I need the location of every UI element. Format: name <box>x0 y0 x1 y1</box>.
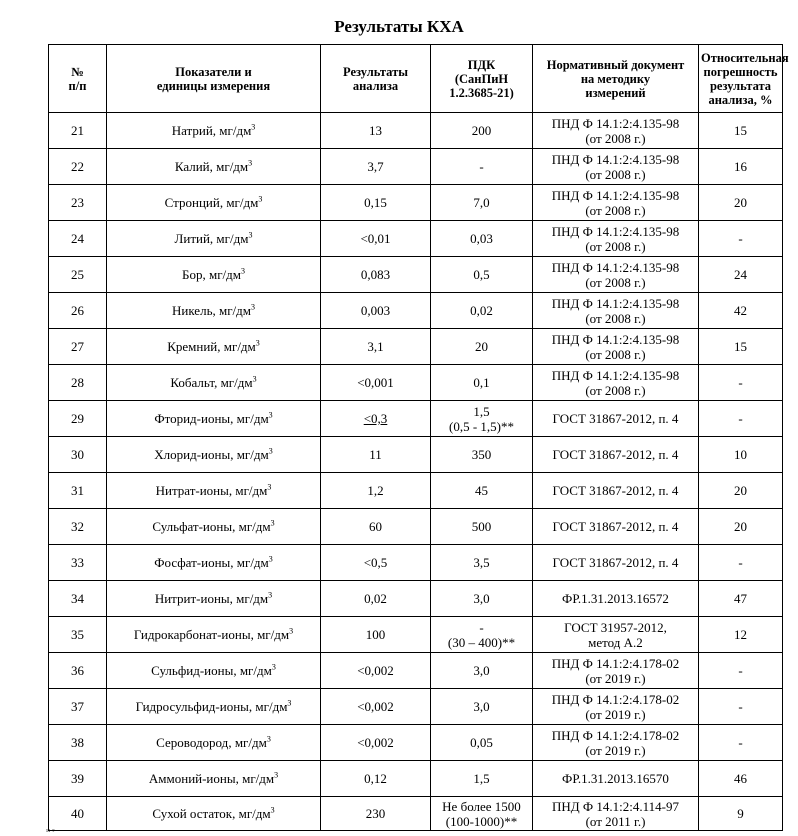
unit-power: 3 <box>252 374 257 384</box>
indicator-name: Гидросульфид-ионы <box>135 699 249 714</box>
indicator-name: Аммоний-ионы <box>148 771 236 786</box>
table-row <box>49 329 783 365</box>
error-value: 20 <box>699 473 783 509</box>
indicator-cell: Сухой остаток, $мг/дм^3$ <box>107 797 321 831</box>
indicator-cell: Фосфат-ионы, $мг/дм^3$ <box>107 545 321 581</box>
error-value: - <box>699 221 783 257</box>
unit-power: 3 <box>270 805 275 815</box>
unit-label: мг/дм <box>239 663 272 678</box>
row-number: 36 <box>49 653 107 689</box>
indicator-cell: Гидросульфид-ионы, $мг/дм^3$ <box>107 689 321 725</box>
indicator-cell: Нитрит-ионы, $мг/дм^3$ <box>107 581 321 617</box>
indicator-name: Сероводород <box>156 735 229 750</box>
header-indicator: Показатели и единицы измерения <box>107 45 321 113</box>
row-number: 26 <box>49 293 107 329</box>
error-value: - <box>699 725 783 761</box>
pdk-value: Не более 1500 (100-1000)** <box>431 797 533 831</box>
indicator-name: Натрий <box>171 123 213 138</box>
result-value: 100 <box>321 617 431 653</box>
pdk-value: 3,5 <box>431 545 533 581</box>
pdk-value: 0,5 <box>431 257 533 293</box>
unit-power: 3 <box>271 662 276 672</box>
result-value: 1,2 <box>321 473 431 509</box>
method-document: ПНД Ф 14.1:2:4.135-98 (от 2008 г.) <box>533 293 699 329</box>
unit-label: мг/дм <box>220 375 253 390</box>
table-row <box>49 185 783 221</box>
row-number: 33 <box>49 545 107 581</box>
header-doc: Нормативный документ на методику измерений <box>533 45 699 113</box>
unit-power: 3 <box>251 122 256 132</box>
row-number: 37 <box>49 689 107 725</box>
error-value: - <box>699 365 783 401</box>
error-value: - <box>699 653 783 689</box>
error-value: - <box>699 545 783 581</box>
pdk-value: 3,0 <box>431 689 533 725</box>
table-row <box>49 797 783 831</box>
error-value: 12 <box>699 617 783 653</box>
page-cut-text: ¹¹ ° <box>46 828 55 836</box>
unit-label: мг/дм <box>235 483 268 498</box>
indicator-name: Фторид-ионы <box>154 411 231 426</box>
result-value: 60 <box>321 509 431 545</box>
table-row <box>49 293 783 329</box>
unit-power: 3 <box>267 482 272 492</box>
result-value: <0,01 <box>321 221 431 257</box>
unit-power: 3 <box>240 266 245 276</box>
table-row <box>49 653 783 689</box>
pdk-value: 45 <box>431 473 533 509</box>
indicator-cell: Стронций, $мг/дм^3$ <box>107 185 321 221</box>
method-document: ПНД Ф 14.1:2:4.135-98 (от 2008 г.) <box>533 329 699 365</box>
indicator-cell: Бор, $мг/дм^3$ <box>107 257 321 293</box>
result-value: 3,7 <box>321 149 431 185</box>
unit-power: 3 <box>248 158 253 168</box>
header-num: № п/п <box>49 45 107 113</box>
indicator-cell: Фторид-ионы, $мг/дм^3$ <box>107 401 321 437</box>
unit-label: мг/дм <box>255 699 288 714</box>
error-value: 46 <box>699 761 783 797</box>
indicator-name: Стронций <box>164 195 220 210</box>
method-document: ПНД Ф 14.1:2:4.135-98 (от 2008 г.) <box>533 221 699 257</box>
row-number: 30 <box>49 437 107 473</box>
unit-label: мг/дм <box>208 267 241 282</box>
error-value: 42 <box>699 293 783 329</box>
method-document: ПНД Ф 14.1:2:4.114-97 (от 2011 г.) <box>533 797 699 831</box>
indicator-cell: Никель, $мг/дм^3$ <box>107 293 321 329</box>
unit-power: 3 <box>287 698 292 708</box>
unit-power: 3 <box>268 554 273 564</box>
unit-power: 3 <box>268 590 273 600</box>
page-title: Результаты КХА <box>334 17 464 36</box>
result-value: <0,5 <box>321 545 431 581</box>
table-row <box>49 113 783 149</box>
indicator-name: Сульфид-ионы <box>151 663 234 678</box>
error-value: - <box>699 401 783 437</box>
result-value-text: <0,3 <box>363 411 388 426</box>
unit-power: 3 <box>258 194 263 204</box>
indicator-name: Сухой остаток <box>152 806 233 821</box>
error-value: 15 <box>699 329 783 365</box>
unit-label: мг/дм <box>223 339 256 354</box>
method-document: ГОСТ 31867-2012, п. 4 <box>533 401 699 437</box>
method-document: ПНД Ф 14.1:2:4.135-98 (от 2008 г.) <box>533 185 699 221</box>
result-value: <0,002 <box>321 653 431 689</box>
error-value: 20 <box>699 185 783 221</box>
pdk-value: 0,05 <box>431 725 533 761</box>
unit-power: 3 <box>274 770 279 780</box>
unit-power: 3 <box>268 410 273 420</box>
pdk-value: 1,5 (0,5 - 1,5)** <box>431 401 533 437</box>
row-number: 29 <box>49 401 107 437</box>
unit-label: мг/дм <box>234 735 267 750</box>
row-number: 34 <box>49 581 107 617</box>
error-value: 10 <box>699 437 783 473</box>
method-document: ПНД Ф 14.1:2:4.135-98 (от 2008 г.) <box>533 365 699 401</box>
unit-power: 3 <box>248 230 253 240</box>
pdk-value: 3,0 <box>431 581 533 617</box>
method-document: ПНД Ф 14.1:2:4.178-02 (от 2019 г.) <box>533 689 699 725</box>
result-value: 0,003 <box>321 293 431 329</box>
pdk-value: 500 <box>431 509 533 545</box>
header-error: Относительная погрешность результата анализа, % <box>699 45 783 113</box>
error-value: 20 <box>699 509 783 545</box>
result-value: 3,1 <box>321 329 431 365</box>
method-document: ФР.1.31.2013.16572 <box>533 581 699 617</box>
table-row <box>49 149 783 185</box>
result-value: 230 <box>321 797 431 831</box>
row-number: 23 <box>49 185 107 221</box>
indicator-name: Сульфат-ионы <box>152 519 233 534</box>
table-row <box>49 437 783 473</box>
result-value: 0,02 <box>321 581 431 617</box>
unit-label: мг/дм <box>236 555 269 570</box>
row-number: 25 <box>49 257 107 293</box>
result-value <box>321 401 431 437</box>
method-document: ГОСТ 31867-2012, п. 4 <box>533 437 699 473</box>
indicator-name: Кобальт <box>170 375 215 390</box>
table-row <box>49 221 783 257</box>
result-value: 0,12 <box>321 761 431 797</box>
table-row <box>49 761 783 797</box>
unit-label: мг/дм <box>238 806 271 821</box>
row-number: 22 <box>49 149 107 185</box>
unit-power: 3 <box>266 734 271 744</box>
unit-power: 3 <box>268 446 273 456</box>
error-value: 16 <box>699 149 783 185</box>
table-row <box>49 545 783 581</box>
indicator-cell: Натрий, $мг/дм^3$ <box>107 113 321 149</box>
table-row <box>49 617 783 653</box>
unit-label: мг/дм <box>236 411 269 426</box>
error-value: - <box>699 689 783 725</box>
result-value: 0,15 <box>321 185 431 221</box>
method-document: ФР.1.31.2013.16570 <box>533 761 699 797</box>
indicator-name: Калий <box>174 159 210 174</box>
row-number: 24 <box>49 221 107 257</box>
method-document: ГОСТ 31867-2012, п. 4 <box>533 509 699 545</box>
indicator-cell: Аммоний-ионы, $мг/дм^3$ <box>107 761 321 797</box>
pdk-value: 350 <box>431 437 533 473</box>
indicator-cell: Гидрокарбонат-ионы, $мг/дм^3$ <box>107 617 321 653</box>
result-value: <0,002 <box>321 689 431 725</box>
row-number: 40 <box>49 797 107 831</box>
indicator-cell: Литий, $мг/дм^3$ <box>107 221 321 257</box>
unit-label: мг/дм <box>236 591 269 606</box>
pdk-value: 7,0 <box>431 185 533 221</box>
unit-label: мг/дм <box>238 519 271 534</box>
indicator-name: Хлорид-ионы <box>154 447 231 462</box>
unit-label: мг/дм <box>216 159 249 174</box>
unit-label: мг/дм <box>219 303 252 318</box>
indicator-cell: Кремний, $мг/дм^3$ <box>107 329 321 365</box>
row-number: 32 <box>49 509 107 545</box>
result-value: 11 <box>321 437 431 473</box>
indicator-name: Нитрит-ионы <box>154 591 230 606</box>
indicator-name: Бор <box>182 267 203 282</box>
indicator-name: Гидрокарбонат-ионы <box>133 627 251 642</box>
indicator-name: Фосфат-ионы <box>154 555 231 570</box>
row-number: 38 <box>49 725 107 761</box>
unit-label: мг/дм <box>236 447 269 462</box>
table-row <box>49 473 783 509</box>
unit-label: мг/дм <box>219 123 252 138</box>
result-value: 0,083 <box>321 257 431 293</box>
unit-label: мг/дм <box>216 231 249 246</box>
unit-label: мг/дм <box>242 771 275 786</box>
row-number: 21 <box>49 113 107 149</box>
method-document: ГОСТ 31867-2012, п. 4 <box>533 473 699 509</box>
pdk-value: 0,1 <box>431 365 533 401</box>
indicator-name: Нитрат-ионы <box>155 483 229 498</box>
error-value: 47 <box>699 581 783 617</box>
pdk-value: - (30 – 400)** <box>431 617 533 653</box>
indicator-name: Никель <box>171 303 213 318</box>
indicator-cell: Нитрат-ионы, $мг/дм^3$ <box>107 473 321 509</box>
method-document: ПНД Ф 14.1:2:4.178-02 (от 2019 г.) <box>533 653 699 689</box>
unit-label: мг/дм <box>226 195 259 210</box>
pdk-value: 0,02 <box>431 293 533 329</box>
header-result: Результаты анализа <box>321 45 431 113</box>
indicator-cell: Сульфат-ионы, $мг/дм^3$ <box>107 509 321 545</box>
table-row <box>49 689 783 725</box>
error-value: 24 <box>699 257 783 293</box>
table-body <box>49 113 783 831</box>
pdk-value: - <box>431 149 533 185</box>
results-table <box>48 44 789 831</box>
pdk-value: 3,0 <box>431 653 533 689</box>
indicator-name: Литий <box>174 231 210 246</box>
error-value: 9 <box>699 797 783 831</box>
pdk-value: 20 <box>431 329 533 365</box>
result-value: <0,001 <box>321 365 431 401</box>
indicator-cell: Сероводород, $мг/дм^3$ <box>107 725 321 761</box>
method-document: ГОСТ 31867-2012, п. 4 <box>533 545 699 581</box>
header-pdk: ПДК (СанПиН 1.2.3685-21) <box>431 45 533 113</box>
table-row <box>49 257 783 293</box>
table-row <box>49 509 783 545</box>
pdk-value: 1,5 <box>431 761 533 797</box>
row-number: 31 <box>49 473 107 509</box>
error-value: 15 <box>699 113 783 149</box>
row-number: 39 <box>49 761 107 797</box>
result-value: 13 <box>321 113 431 149</box>
row-number: 27 <box>49 329 107 365</box>
unit-power: 3 <box>289 626 294 636</box>
method-document: ПНД Ф 14.1:2:4.135-98 (от 2008 г.) <box>533 149 699 185</box>
method-document: ПНД Ф 14.1:2:4.178-02 (от 2019 г.) <box>533 725 699 761</box>
table-row <box>49 581 783 617</box>
unit-power: 3 <box>251 302 256 312</box>
method-document: ПНД Ф 14.1:2:4.135-98 (от 2008 г.) <box>533 113 699 149</box>
unit-power: 3 <box>270 518 275 528</box>
unit-power: 3 <box>255 338 260 348</box>
pdk-value: 0,03 <box>431 221 533 257</box>
result-value: <0,002 <box>321 725 431 761</box>
indicator-cell: Кобальт, $мг/дм^3$ <box>107 365 321 401</box>
table-row <box>49 725 783 761</box>
indicator-cell: Хлорид-ионы, $мг/дм^3$ <box>107 437 321 473</box>
table-header <box>49 45 789 113</box>
unit-label: мг/дм <box>257 627 290 642</box>
method-document: ГОСТ 31957-2012, метод А.2 <box>533 617 699 653</box>
indicator-name: Кремний <box>167 339 218 354</box>
table-row <box>49 401 783 437</box>
table-row <box>49 365 783 401</box>
method-document: ПНД Ф 14.1:2:4.135-98 (от 2008 г.) <box>533 257 699 293</box>
row-number: 35 <box>49 617 107 653</box>
indicator-cell: Калий, $мг/дм^3$ <box>107 149 321 185</box>
indicator-cell: Сульфид-ионы, $мг/дм^3$ <box>107 653 321 689</box>
row-number: 28 <box>49 365 107 401</box>
pdk-value: 200 <box>431 113 533 149</box>
